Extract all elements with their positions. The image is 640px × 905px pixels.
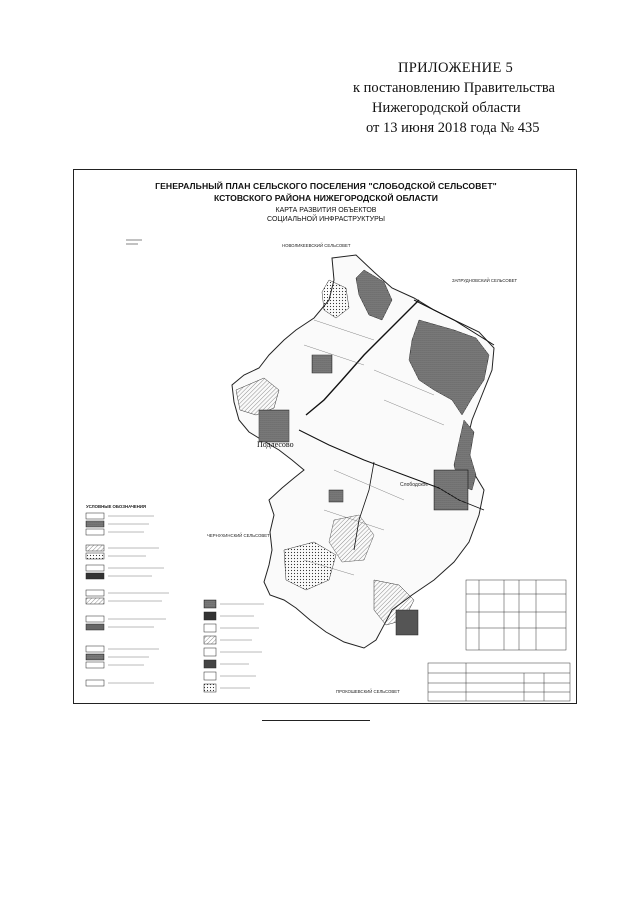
settlement-boundary xyxy=(232,255,494,648)
village-north xyxy=(312,355,332,373)
objects-table xyxy=(466,580,566,650)
region-line: Нижегородской области xyxy=(372,100,521,116)
title-block-stamp xyxy=(428,663,570,701)
decree-line: к постановлению Правительства xyxy=(353,80,555,96)
town-podlesovo: Подлесово xyxy=(257,440,294,449)
neighbor-northeast: ЗАПРУДНОВСКИЙ СЕЛЬСОВЕТ xyxy=(452,278,518,283)
separator-line xyxy=(262,720,370,721)
village-mid xyxy=(329,490,343,502)
legend-left xyxy=(86,513,169,686)
map-sheet xyxy=(73,169,577,704)
legend-middle xyxy=(204,600,264,692)
neighbor-south: ПРОКОШЕВСКИЙ СЕЛЬСОВЕТ xyxy=(336,689,400,694)
map-drawing xyxy=(74,170,578,705)
map-title-line-1: ГЕНЕРАЛЬНЫЙ ПЛАН СЕЛЬСКОГО ПОСЕЛЕНИЯ "СЛОБОДСКОЙ СЕЛЬСОВЕТ" xyxy=(155,181,497,191)
town-slobodskoe: Слободское xyxy=(400,482,429,488)
appendix-number: ПРИЛОЖЕНИЕ 5 xyxy=(398,60,514,76)
village-podlesovo xyxy=(259,410,289,442)
map-title-line-2: КСТОВСКОГО РАЙОНА НИЖЕГОРОДСКОЙ ОБЛАСТИ xyxy=(214,193,438,203)
map-subtitle-line-2: СОЦИАЛЬНОЙ ИНФРАСТРУКТУРЫ xyxy=(267,216,385,223)
village-south xyxy=(396,610,418,635)
date-number-line: от 13 июня 2018 года № 435 xyxy=(366,120,540,136)
north-arrow-icon xyxy=(126,240,142,244)
neighbor-west: ЧЕРНУХИНСКИЙ СЕЛЬСОВЕТ xyxy=(207,533,270,538)
village-slobodskoe xyxy=(434,470,468,510)
legend-heading: УСЛОВНЫЕ ОБОЗНАЧЕНИЯ xyxy=(86,504,147,509)
neighbor-north: НОВОЛИКЕЕВСКИЙ СЕЛЬСОВЕТ xyxy=(282,243,351,248)
map-subtitle-line-1: КАРТА РАЗВИТИЯ ОБЪЕКТОВ xyxy=(275,207,377,214)
